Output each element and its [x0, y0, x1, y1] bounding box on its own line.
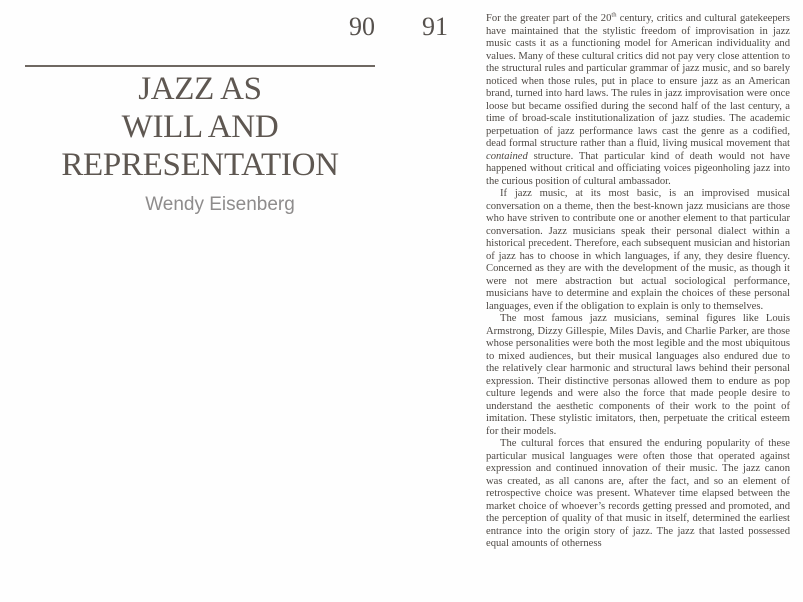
- page-number-right: 91: [422, 12, 448, 41]
- article-title-line-3: REPRESENTATION: [61, 147, 339, 183]
- paragraph-1-italic-word: contained: [486, 150, 528, 162]
- paragraph-1-text-after-italic: structure. That particular kind of death would not have happened without critical and officiating voices pigeonholing jazz into the curious position of cultural ambassador.: [486, 150, 790, 187]
- page-number-left: 90: [349, 12, 375, 41]
- title-rule: [25, 65, 375, 67]
- body-text-column: [486, 13, 790, 551]
- body-paragraph-3: The most famous jazz musicians, seminal figures like Louis Armstrong, Dizzy Gillespie, Miles Davis, and Charlie Parker, are those whose personalities were both the most legible and the most ubiquitous to mixed audiences, but their musical languages also endured due to the relatively clear harmonic and structural laws behind their personal expression. Their distinctive personas allowed them to endure as pop culture legends and were also the force that made people desire to understand the aesthetic components of their work to the point of imitation. These stylistic imitators, then, perpetuate the critical esteem for their models.: [486, 313, 790, 437]
- article-title-line-1: JAZZ AS: [138, 71, 262, 107]
- body-paragraph-2: If jazz music, at its most basic, is an improvised musical conversation on a theme, then the best-known jazz musicians are those who have striven to contribute one or another element to that particular conversation. Jazz musicians speak their personal dialect within a historical precedent. Therefore, each subsequent musician and historian of jazz has to choose in which languages, if any, they desire fluency. Concerned as they are with the development of the music, as though it were not mere abstraction but actual sociological performance, musicians have to determine and explain the choices of these personal languages, even if the obligation to explain is only to themselves.: [486, 188, 790, 312]
- body-paragraph-4: The cultural forces that ensured the enduring popularity of these particular musical languages were often those that operated against expression and continued innovation of their music. The jazz canon was created, as all canons are, after the fact, and so an element of retrospective choice was present. Whatever time elapsed between the market choice of whoever’s records getting pressed and promoted, and the perception of quality of that music in itself, determined the earliest entrance into the origin story of jazz. The jazz that lasted possessed equal amounts of otherness: [486, 438, 790, 549]
- body-paragraph-1: [486, 13, 790, 188]
- article-author: Wendy Eisenberg: [145, 194, 295, 215]
- article-title-line-2: WILL AND: [121, 109, 279, 145]
- article-title: [25, 70, 375, 184]
- paragraph-1-text-before-superscript: For the greater part of the 20: [486, 13, 612, 24]
- superscript-th: th: [611, 11, 617, 19]
- paragraph-1-text-middle: century, critics and cultural gatekeepers have maintained that the stylistic freedom of improvisation in jazz music casts it as a functioning model for American individuality and values. Many of these cultural critics did not pay very close attention to the structural rules and particular grammar of jazz music, and so barely noticed when those rules, put in place to ensure jazz as an American brand, turned into hard laws. The rules in jazz improvisation were once loose but became ossified during the second half of the last century, a time of broad-scale institutionalization of jazz studies. The academic perpetuation of jazz performance laws cast the genre as a codified, dead formal structure rather than a fluid, living musical movement that: [486, 13, 790, 149]
